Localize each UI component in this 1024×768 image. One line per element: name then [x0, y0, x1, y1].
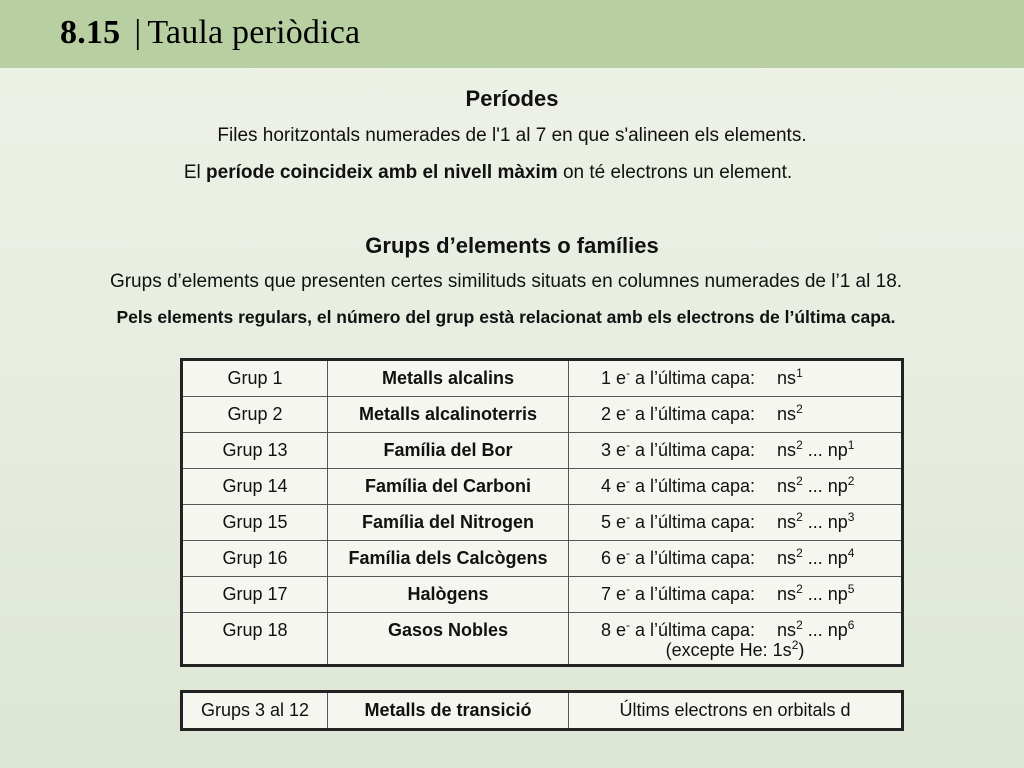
config-s: ns	[777, 368, 797, 388]
transition-desc-cell: Últims electrons en orbitals d	[569, 692, 903, 730]
electron-sign: -	[625, 582, 630, 596]
note-pre: (excepte He: 1s	[665, 640, 792, 660]
group-cell: Grup 18	[182, 613, 328, 666]
table-row	[182, 397, 903, 433]
last-shell-label: a l’última capa:	[634, 440, 756, 460]
electron-config	[777, 433, 869, 468]
group-cell: Grup 13	[182, 433, 328, 469]
electron-sign: -	[625, 618, 630, 632]
electrons-cell	[569, 505, 903, 541]
family-cell: Gasos Nobles	[328, 613, 569, 666]
family-cell: Família dels Calcògens	[328, 541, 569, 577]
group-cell: Grup 1	[182, 360, 328, 397]
config-p: ... np	[802, 584, 848, 604]
electrons-cell	[569, 541, 903, 577]
config-s: ns	[777, 404, 797, 424]
group-cell: Grup 16	[182, 541, 328, 577]
title-bar	[0, 0, 1024, 68]
electron-count	[601, 397, 755, 432]
electron-count-value: 5 e	[600, 512, 626, 532]
electrons-cell	[569, 577, 903, 613]
electron-count	[601, 541, 755, 576]
table-row	[182, 469, 903, 505]
group-cell: Grup 15	[182, 505, 328, 541]
groups-table-body	[182, 360, 903, 666]
config-s-exp: 2	[796, 618, 803, 632]
electron-count	[601, 361, 755, 396]
family-cell: Família del Nitrogen	[328, 505, 569, 541]
config-s-exp: 2	[796, 546, 803, 560]
config-p-exp: 2	[847, 474, 855, 488]
table-row	[182, 541, 903, 577]
periodes-line-1: Files horitzontals numerades de l'1 al 7 en que s'alineen els elements.	[217, 125, 807, 146]
config-s-exp: 2	[796, 582, 803, 596]
electron-sign: -	[625, 474, 630, 488]
electrons-cell	[569, 469, 903, 505]
electron-config	[777, 541, 869, 576]
slide-number: 8.15	[60, 14, 121, 51]
table-row	[182, 577, 903, 613]
last-shell-label: a l’última capa:	[634, 476, 756, 496]
config-p-exp: 6	[847, 618, 855, 632]
electron-count	[601, 505, 755, 540]
electrons-cell	[569, 397, 903, 433]
periodes-line-2	[0, 162, 1000, 184]
electron-count-value: 8 e	[600, 620, 626, 640]
electron-config	[777, 577, 869, 612]
config-s: ns	[777, 584, 797, 604]
config-p: ... np	[802, 512, 848, 532]
config-p: ... np	[802, 476, 848, 496]
table-row	[182, 613, 903, 666]
electron-count-value: 1 e	[600, 368, 626, 388]
electron-sign: -	[625, 438, 630, 452]
config-s: ns	[777, 476, 797, 496]
last-shell-label: a l’última capa:	[634, 368, 756, 388]
config-p-exp: 4	[847, 546, 855, 560]
config-s: ns	[777, 440, 797, 460]
electron-config	[777, 361, 869, 396]
note-exp: 2	[791, 638, 799, 652]
electron-sign: -	[625, 402, 630, 416]
family-cell: Família del Bor	[328, 433, 569, 469]
electron-sign: -	[625, 510, 630, 524]
electron-config	[777, 505, 869, 540]
electron-sign: -	[625, 546, 630, 560]
config-p: ... np	[802, 548, 848, 568]
table-row	[182, 360, 903, 397]
group-cell: Grup 17	[182, 577, 328, 613]
electron-config	[777, 469, 869, 504]
slide-title	[60, 14, 360, 52]
family-cell: Família del Carboni	[328, 469, 569, 505]
periodes-line-2-bold: període coincideix amb el nivell màxim	[206, 162, 558, 183]
transition-table	[180, 690, 904, 731]
electron-count	[601, 469, 755, 504]
electron-count-value: 3 e	[600, 440, 626, 460]
config-s: ns	[777, 548, 797, 568]
config-s-exp: 2	[796, 474, 803, 488]
config-p: ... np	[802, 620, 848, 640]
last-shell-label: a l’última capa:	[634, 512, 756, 532]
electron-config	[777, 397, 869, 432]
grups-line-2: Pels elements regulars, el número del grup està relacionat amb els electrons de l’última capa.	[116, 307, 896, 327]
last-shell-label: a l’última capa:	[634, 404, 756, 424]
config-s-exp: 2	[796, 438, 803, 452]
config-s-exp: 2	[796, 510, 803, 524]
table-row	[182, 692, 903, 730]
config-s-exp: 2	[796, 402, 803, 416]
last-shell-label: a l’última capa:	[634, 620, 756, 640]
periodes-heading: Períodes	[465, 86, 559, 111]
family-cell: Metalls alcalinoterris	[328, 397, 569, 433]
config-s: ns	[777, 512, 797, 532]
config-s-exp: 1	[796, 366, 803, 380]
electrons-cell	[569, 433, 903, 469]
config-p: ... np	[802, 440, 848, 460]
note-post: )	[798, 640, 805, 660]
electrons-cell	[569, 613, 903, 666]
last-shell-label: a l’última capa:	[634, 584, 756, 604]
periodes-line-2-post: on té electrons un element.	[557, 162, 793, 183]
last-shell-label: a l’última capa:	[634, 548, 756, 568]
table-row	[182, 505, 903, 541]
family-cell: Metalls alcalins	[328, 360, 569, 397]
config-p-exp: 5	[847, 582, 855, 596]
config-s: ns	[777, 620, 797, 640]
config-p-exp: 3	[847, 510, 855, 524]
electron-count	[601, 577, 755, 612]
group-cell: Grup 14	[182, 469, 328, 505]
electron-count-value: 2 e	[600, 404, 626, 424]
config-p-exp: 1	[847, 438, 855, 452]
title-separator: |	[134, 14, 142, 51]
electron-sign: -	[625, 366, 630, 380]
electron-count-value: 6 e	[600, 548, 626, 568]
slide-title-text: Taula periòdica	[147, 14, 361, 51]
groups-table	[180, 358, 904, 667]
periodes-line-2-pre: El	[183, 162, 207, 183]
electron-count-value: 4 e	[600, 476, 626, 496]
family-cell: Halògens	[328, 577, 569, 613]
grups-line-1: Grups d’elements que presenten certes similituds situats en columnes numerades de l’1 al 18.	[109, 271, 903, 292]
electron-count-value: 7 e	[600, 584, 626, 604]
group-cell: Grup 2	[182, 397, 328, 433]
electron-count	[601, 433, 755, 468]
transition-group-cell: Grups 3 al 12	[182, 692, 328, 730]
electrons-cell	[569, 360, 903, 397]
grups-heading: Grups d’elements o famílies	[365, 233, 659, 258]
table-row	[182, 433, 903, 469]
transition-family-cell: Metalls de transició	[328, 692, 569, 730]
